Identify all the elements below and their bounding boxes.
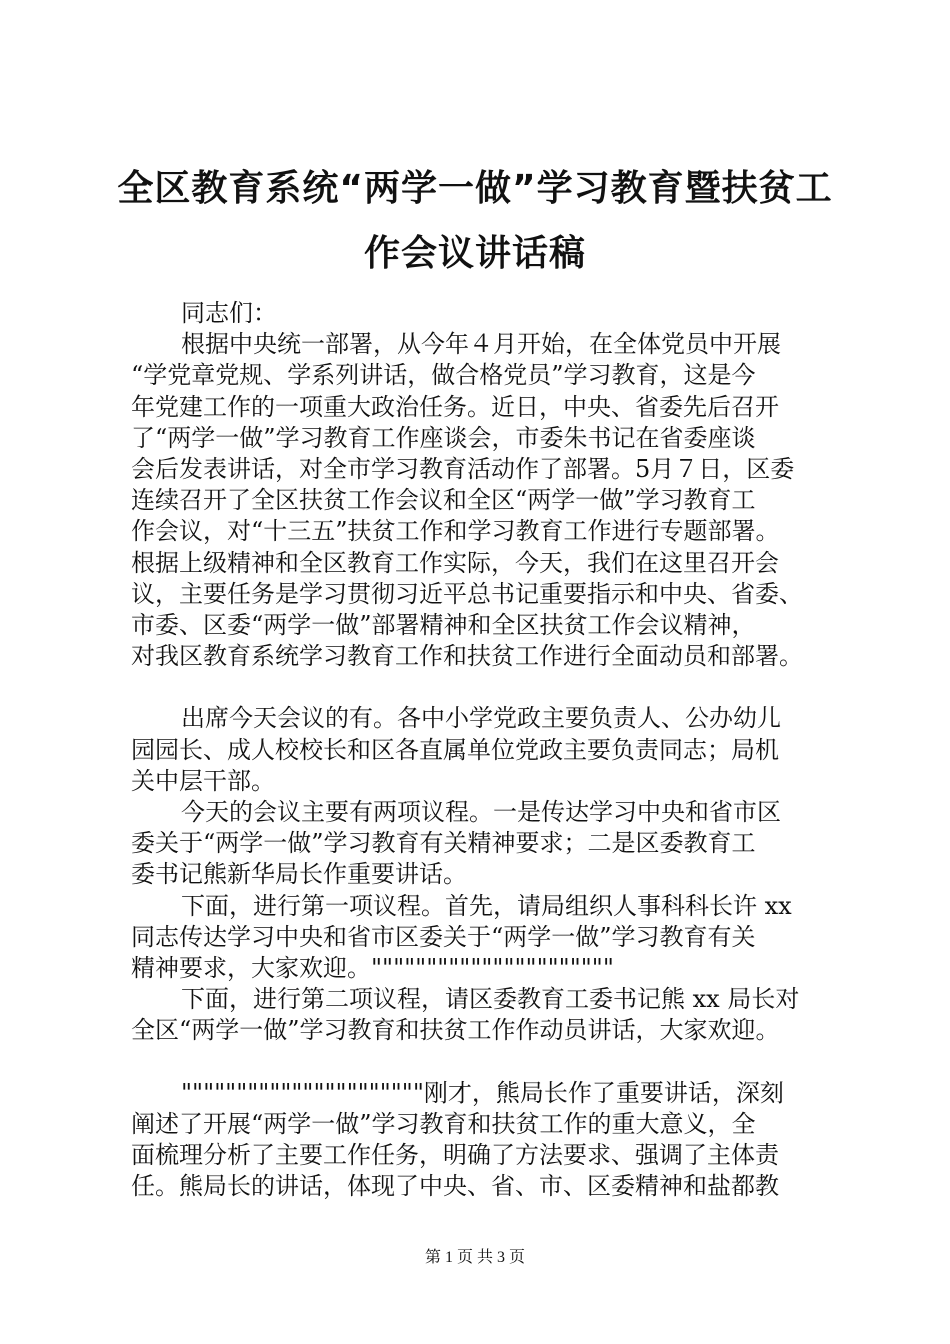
- paragraph: [131, 329, 836, 672]
- text-line: 任。熊局长的讲话，体现了中央、省、市、区委精神和盐都教: [131, 1172, 779, 1201]
- text-line: 作会议，对“十三五”扶贫工作和学习教育工作进行专题部署。: [131, 517, 780, 546]
- text-line: 下面，进行第一项议程。首先，请局组织人事科科长许 xx: [181, 891, 792, 920]
- text-line: """"""""""""""""""""""刚才，熊局长作了重要讲话，深刻: [181, 1078, 784, 1107]
- text-line: 面梳理分析了主要工作任务，明确了方法要求、强调了主体责: [131, 1141, 779, 1170]
- document-body: [131, 298, 836, 1202]
- paragraph: [131, 1078, 836, 1203]
- text-line: 根据中央统一部署，从今年４月开始，在全体党员中开展: [181, 330, 781, 359]
- paragraph: [131, 891, 836, 985]
- paragraph: [131, 703, 836, 797]
- text-line: 下面，进行第二项议程，请区委教育工委书记熊 xx 局长对: [181, 985, 800, 1014]
- text-line: 根据上级精神和全区教育工作实际，今天，我们在这里召开会: [131, 548, 779, 577]
- text-line: 出席今天会议的有。各中小学党政主要负责人、公办幼儿: [181, 704, 781, 733]
- text-line: 委关于“两学一做”学习教育有关精神要求；二是区委教育工: [131, 829, 756, 858]
- paragraph: [131, 984, 836, 1046]
- text-line: 精神要求，大家欢迎。"""""""""""""""""""""": [131, 953, 614, 982]
- page-footer: 第 1 页 共 3 页: [424, 1249, 525, 1266]
- text-line: 关中层干部。: [131, 766, 275, 795]
- text-line: 园园长、成人校校长和区各直属单位党政主要负责同志；局机: [131, 735, 779, 764]
- text-line: “学党章党规、学系列讲话，做合格党员”学习教育，这是今: [131, 361, 756, 390]
- paragraph-spacer: [131, 1047, 836, 1078]
- text-line: 阐述了开展“两学一做”学习教育和扶贫工作的重大意义，全: [131, 1109, 756, 1138]
- text-line: 同志们：: [181, 299, 277, 327]
- text-line: 对我区教育系统学习教育工作和扶贫工作进行全面动员和部署。: [131, 642, 803, 671]
- document-title-line-2: 作会议讲话稿: [363, 233, 586, 274]
- text-line: 同志传达学习中央和省市区委关于“两学一做”学习教育有关: [131, 922, 756, 951]
- paragraph-spacer: [131, 672, 836, 703]
- text-line: 委书记熊新华局长作重要讲话。: [131, 860, 467, 889]
- paragraph: [131, 298, 836, 329]
- text-line: 市委、区委“两学一做”部署精神和全区扶贫工作会议精神，: [131, 610, 756, 639]
- text-line: 议，主要任务是学习贯彻习近平总书记重要指示和中央、省委、: [131, 579, 803, 608]
- text-line: 全区“两学一做”学习教育和扶贫工作作动员讲话，大家欢迎。: [131, 1016, 780, 1045]
- paragraph: [131, 797, 836, 891]
- text-line: 连续召开了全区扶贫工作会议和全区“两学一做”学习教育工: [131, 486, 756, 515]
- document-title-line-1: 全区教育系统“两学一做”学习教育暨扶贫工: [117, 168, 833, 209]
- text-line: 今天的会议主要有两项议程。一是传达学习中央和省市区: [181, 798, 781, 826]
- text-line: 会后发表讲话，对全市学习教育活动作了部署。5月７日，区委: [131, 454, 795, 483]
- text-line: 年党建工作的一项重大政治任务。近日，中央、省委先后召开: [131, 392, 779, 421]
- text-line: 了“两学一做”学习教育工作座谈会，市委朱书记在省委座谈: [131, 423, 756, 452]
